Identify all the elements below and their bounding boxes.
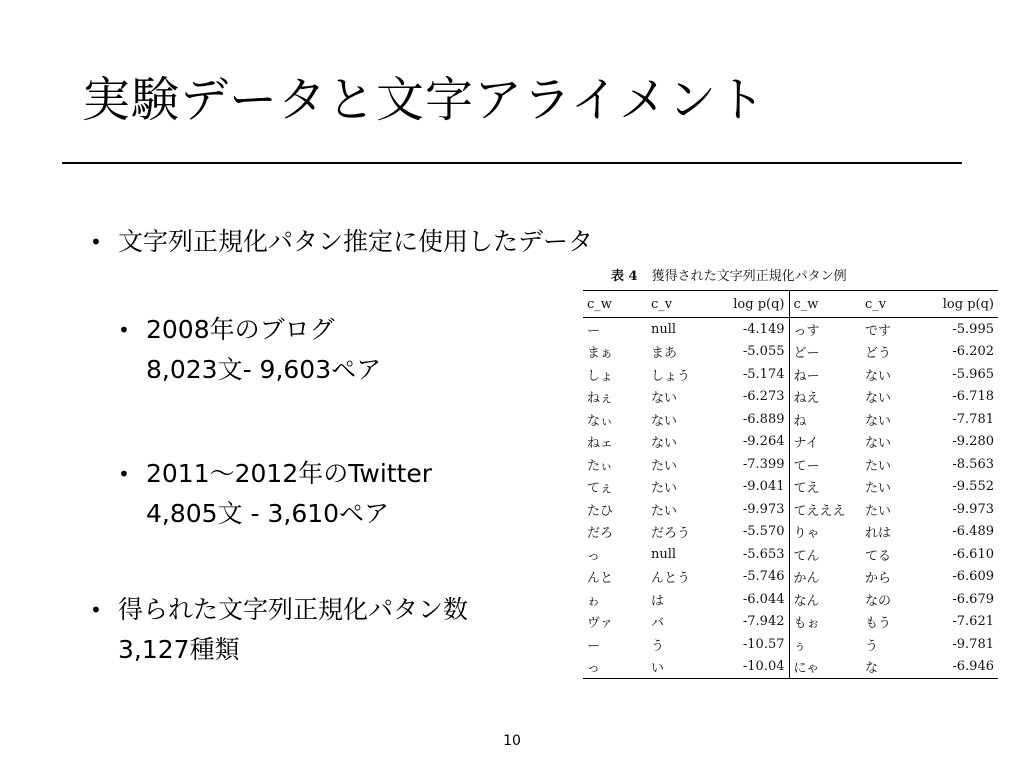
cell-logp: -6.946 <box>952 659 994 675</box>
table-row <box>583 408 998 431</box>
cell-cw: てえ <box>789 476 861 499</box>
bullet-dot: • <box>118 462 130 486</box>
cell-cw: ヴァ <box>587 616 613 632</box>
cell-cw: なん <box>789 588 861 611</box>
cell-logp: -6.489 <box>952 524 994 540</box>
cell-cv: たい <box>651 481 678 497</box>
cell-cv: しょう <box>651 368 691 384</box>
cell-logp: -10.57 <box>742 636 785 652</box>
table-row <box>583 341 998 364</box>
table-caption-text: 獲得された文字列正規化パタン例 <box>651 269 847 284</box>
bullet-subtext: 3,127種類 <box>118 635 240 664</box>
cell-cw: もぉ <box>789 611 861 634</box>
cell-cw: たぃ <box>587 458 613 474</box>
cell-logp: -9.973 <box>952 501 994 517</box>
table-row <box>583 611 998 634</box>
table-row <box>583 656 998 679</box>
cell-cv: まあ <box>651 346 678 362</box>
table-row <box>583 498 998 521</box>
cell-cw: にゃ <box>789 656 861 679</box>
cell-logp: -7.621 <box>952 614 994 630</box>
cell-cw: ー <box>587 638 601 654</box>
cell-cv: ない <box>865 413 892 429</box>
cell-cv: う <box>651 638 665 654</box>
cell-logp: -7.942 <box>742 614 785 630</box>
cell-cv: ない <box>651 436 678 452</box>
cell-cw: てえええ <box>789 498 861 521</box>
normalization-pattern-table <box>583 290 998 679</box>
table-row <box>583 318 998 341</box>
cell-logp: -7.781 <box>952 411 994 427</box>
bullet-text: 文字列正規化パタン推定に使用したデータ <box>118 227 594 256</box>
cell-logp: -6.610 <box>952 546 994 562</box>
cell-cv: てる <box>865 548 892 564</box>
cell-logp: -8.563 <box>952 456 994 472</box>
cell-logp: -6.044 <box>742 591 785 607</box>
header-cw: c_w <box>587 296 612 312</box>
cell-cv: たい <box>651 458 678 474</box>
table-row <box>583 476 998 499</box>
cell-cv: ない <box>651 391 678 407</box>
table-row <box>583 633 998 656</box>
cell-cw: っ <box>587 548 601 564</box>
table-caption-label: 表 4 <box>611 269 638 284</box>
cell-logp: -9.781 <box>952 636 994 652</box>
cell-logp: -5.174 <box>742 366 785 382</box>
cell-cw: てー <box>789 453 861 476</box>
cell-cv: ない <box>865 391 892 407</box>
cell-logp: -9.973 <box>742 501 785 517</box>
cell-cw: ぅ <box>789 633 861 656</box>
cell-cw: ねェ <box>587 436 614 452</box>
cell-cv: れは <box>865 526 892 542</box>
header-cv: c_v <box>865 296 887 312</box>
cell-logp: -9.552 <box>952 479 994 495</box>
cell-logp: -6.679 <box>952 591 994 607</box>
cell-cw: ゎ <box>587 593 601 609</box>
cell-cw: まぁ <box>587 346 614 362</box>
normalization-pattern-figure <box>583 268 998 720</box>
cell-cv: どう <box>865 346 892 362</box>
header-logp: log p(q) <box>733 296 785 312</box>
table-row <box>583 543 998 566</box>
cell-logp: -7.399 <box>742 456 785 472</box>
table-header-row <box>583 291 998 318</box>
bullet-text: 2008年のブログ <box>146 315 335 344</box>
table-row <box>583 431 998 454</box>
cell-logp: -6.202 <box>952 344 994 360</box>
bullet-dot: • <box>90 230 102 254</box>
cell-cw: っす <box>789 318 861 341</box>
cell-cv: null <box>651 321 677 337</box>
cell-logp: -5.995 <box>952 321 994 337</box>
cell-cw: たひ <box>587 503 614 519</box>
table-caption <box>611 268 998 290</box>
cell-logp: -5.653 <box>742 546 785 562</box>
bullet-text: 2011〜2012年のTwitter <box>146 459 433 488</box>
cell-logp: -4.149 <box>742 321 785 337</box>
table-row <box>583 453 998 476</box>
cell-logp: -6.609 <box>952 569 994 585</box>
cell-cw: てぇ <box>587 481 614 497</box>
cell-cw: んと <box>587 571 614 587</box>
cell-logp: -5.746 <box>742 569 785 585</box>
title-divider <box>62 162 962 164</box>
table-row <box>583 588 998 611</box>
table-row <box>583 386 998 409</box>
bullet-subtext: 4,805文 - 3,610ペア <box>146 499 390 528</box>
bullet-blog-2008 <box>118 310 382 390</box>
cell-cw: りゃ <box>789 521 861 544</box>
cell-logp: -6.718 <box>952 389 994 405</box>
cell-cv: なの <box>865 593 892 609</box>
cell-cv: い <box>651 661 665 677</box>
cell-logp: -10.04 <box>742 659 785 675</box>
slide-title: 実験データと文字アライメント <box>82 72 767 128</box>
cell-cv: だろう <box>651 526 691 542</box>
cell-cv: たい <box>865 458 892 474</box>
header-logp: log p(q) <box>942 296 994 312</box>
table-row <box>583 521 998 544</box>
cell-cv: null <box>651 546 677 562</box>
cell-cw: っ <box>587 661 601 677</box>
cell-logp: -6.273 <box>742 389 785 405</box>
table-row <box>583 363 998 386</box>
cell-cv: から <box>865 571 892 587</box>
cell-cv: たい <box>865 503 892 519</box>
bullet-pattern-count <box>90 590 469 670</box>
cell-cv: もう <box>865 616 892 632</box>
cell-logp: -9.280 <box>952 434 994 450</box>
cell-cv: んとう <box>651 571 691 587</box>
cell-cv: は <box>651 593 665 609</box>
header-cw: c_w <box>789 291 861 318</box>
cell-cw: なぃ <box>587 413 614 429</box>
cell-cw: ナイ <box>789 431 861 454</box>
cell-cw: ねー <box>789 363 861 386</box>
bullet-twitter-2011-2012 <box>118 454 433 534</box>
cell-cw: ねえ <box>789 386 861 409</box>
cell-cv: う <box>865 638 879 654</box>
cell-cw: どー <box>789 341 861 364</box>
cell-cw: ね <box>789 408 861 431</box>
cell-logp: -5.965 <box>952 366 994 382</box>
page-number: 10 <box>503 733 521 749</box>
bullet-subtext: 8,023文- 9,603ペア <box>146 355 382 384</box>
cell-cw: だろ <box>587 526 614 542</box>
cell-cw: かん <box>789 566 861 589</box>
bullet-dot: • <box>118 318 130 342</box>
cell-cv: ない <box>651 413 678 429</box>
cell-cw: てん <box>789 543 861 566</box>
cell-cv: ない <box>865 436 892 452</box>
cell-cv: たい <box>865 481 892 497</box>
table-row <box>583 566 998 589</box>
bullet-training-data <box>90 222 594 262</box>
header-cv: c_v <box>651 296 673 312</box>
cell-cw: ねぇ <box>587 391 614 407</box>
cell-logp: -5.055 <box>742 344 785 360</box>
bullet-text: 得られた文字列正規化パタン数 <box>118 595 469 624</box>
cell-logp: -6.889 <box>742 411 785 427</box>
cell-logp: -5.570 <box>742 524 785 540</box>
table-body <box>583 318 998 679</box>
cell-cv: たい <box>651 503 678 519</box>
bullet-dot: • <box>90 598 102 622</box>
cell-logp: -9.264 <box>742 434 785 450</box>
cell-cv: な <box>865 661 879 677</box>
cell-cv: バ <box>651 616 665 632</box>
cell-cw: しょ <box>587 368 614 384</box>
cell-cv: ない <box>865 368 892 384</box>
cell-cw: ー <box>587 323 601 339</box>
cell-logp: -9.041 <box>742 479 785 495</box>
cell-cv: です <box>865 323 892 339</box>
